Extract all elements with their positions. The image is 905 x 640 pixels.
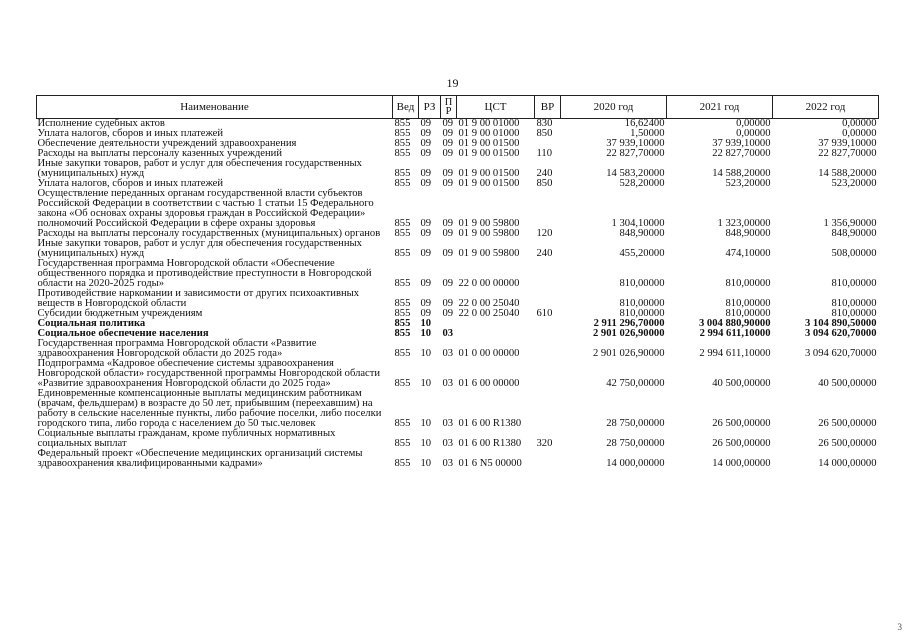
cell-year-2020: 14 000,00000: [606, 458, 665, 469]
cell-year-2021: 3 004 880,90000: [698, 318, 771, 329]
table-body: [37, 119, 879, 470]
cell-year-2022: 3 094 620,70000: [804, 348, 877, 359]
cell-ved: 855: [394, 328, 411, 339]
cell-cst: 01 9 00 01500: [458, 148, 520, 159]
cell-pr: 03: [442, 458, 454, 469]
cell-ved: 855: [394, 308, 411, 319]
budget-table: [36, 95, 879, 469]
cell-year-2021: 0,00000: [736, 118, 771, 129]
cell-year-2020: 2 911 296,70000: [593, 318, 665, 329]
cell-vr: 120: [536, 228, 553, 239]
cell-year-2020: 1,50000: [630, 128, 665, 139]
cell-rz: 10: [420, 318, 432, 329]
cell-cst: 01 0 00 00000: [458, 348, 520, 359]
cell-year-2020: 810,00000: [619, 298, 665, 309]
cell-rz: 10: [420, 348, 432, 359]
cell-cst: 01 9 00 59800: [458, 248, 520, 259]
cell-rz: 09: [420, 218, 432, 229]
cell-pr: 09: [442, 218, 454, 229]
table-row: [37, 359, 879, 389]
header-2022: 2022 год: [773, 96, 879, 119]
cell-year-2020: 2 901 026,90000: [592, 348, 665, 359]
cell-year-2020: 2 901 026,90000: [592, 328, 665, 339]
cell-name: Социальная политика: [37, 318, 146, 329]
cell-name: Субсидии бюджетным учреждениям: [37, 308, 203, 319]
cell-pr: 03: [442, 418, 454, 429]
cell-year-2021: 2 994 611,10000: [699, 348, 771, 359]
cell-year-2022: 810,00000: [831, 308, 877, 319]
cell-pr: 03: [442, 438, 454, 449]
cell-name: Социальное обеспечение населения: [37, 328, 209, 339]
cell-name: Иные закупки товаров, работ и услуг для обеспечения государственных (муниципальных) нужд: [37, 238, 362, 259]
cell-year-2021: 37 939,10000: [712, 138, 771, 149]
cell-year-2020: 455,20000: [619, 248, 665, 259]
cell-name: Противодействие наркомании и зависимости от других психоактивных веществ в Новгородской области: [37, 288, 360, 309]
cell-name: Уплата налогов, сборов и иных платежей: [37, 128, 224, 139]
cell-pr: 03: [442, 328, 454, 339]
cell-ved: 855: [394, 168, 411, 179]
cell-year-2022: 37 939,10000: [818, 138, 877, 149]
cell-year-2020: 810,00000: [619, 308, 665, 319]
cell-year-2020: 28 750,00000: [606, 418, 665, 429]
cell-ved: 855: [394, 418, 411, 429]
cell-name: Государственная программа Новгородской области «Обеспечение общественного порядка и противодействие преступности в Новгородской области на 2020-2025 годы»: [37, 258, 372, 289]
cell-year-2020: 22 827,70000: [606, 148, 665, 159]
cell-vr: [535, 359, 561, 389]
cell-cst: 01 9 00 01000: [458, 118, 520, 129]
cell-cst: 01 6 00 00000: [458, 378, 520, 389]
table-row: [37, 159, 879, 179]
cell-year-2022: 0,00000: [842, 118, 877, 129]
cell-vr: [535, 339, 561, 359]
header-2020: 2020 год: [561, 96, 667, 119]
cell-year-2021: 2 994 611,10000: [699, 328, 771, 339]
cell-cst: [457, 329, 535, 339]
cell-pr: 09: [442, 168, 454, 179]
cell-year-2022: 40 500,00000: [818, 378, 877, 389]
cell-name: Федеральный проект «Обеспечение медицинских организаций системы здравоохранения квалифицированными кадрами»: [37, 448, 363, 469]
cell-pr: 09: [442, 248, 454, 259]
cell-year-2021: 26 500,00000: [712, 438, 771, 449]
cell-year-2022: 810,00000: [831, 298, 877, 309]
cell-year-2021: 14 000,00000: [712, 458, 771, 469]
cell-year-2020: 16,62400: [624, 118, 665, 129]
cell-rz: 09: [420, 308, 432, 319]
cell-year-2020: 37 939,10000: [606, 138, 665, 149]
header-ved: Вед: [393, 96, 419, 119]
cell-cst: 01 9 00 59800: [458, 218, 520, 229]
cell-rz: 09: [420, 178, 432, 189]
cell-cst: 01 9 00 01500: [458, 168, 520, 179]
cell-rz: 09: [420, 278, 432, 289]
cell-year-2022: 14 588,20000: [818, 168, 877, 179]
cell-year-2022: 0,00000: [842, 128, 877, 139]
cell-ved: 855: [394, 348, 411, 359]
cell-rz: 09: [420, 128, 432, 139]
cell-year-2020: 28 750,00000: [606, 438, 665, 449]
cell-pr: 09: [442, 178, 454, 189]
cell-ved: 855: [394, 228, 411, 239]
cell-vr: 240: [536, 248, 553, 259]
cell-vr: 610: [536, 308, 553, 319]
cell-vr: 850: [536, 178, 553, 189]
header-pr-bottom: Р: [445, 106, 452, 117]
cell-ved: 855: [394, 118, 411, 129]
cell-vr: 320: [536, 438, 553, 449]
cell-pr: 09: [442, 138, 454, 149]
header-2021: 2021 год: [667, 96, 773, 119]
cell-year-2022: 3 094 620,70000: [804, 328, 877, 339]
cell-rz: 09: [420, 118, 432, 129]
cell-year-2022: 848,90000: [831, 228, 877, 239]
cell-vr: [535, 259, 561, 289]
cell-rz: 10: [420, 328, 432, 339]
cell-name: Исполнение судебных актов: [37, 118, 165, 129]
cell-rz: 10: [420, 458, 432, 469]
cell-year-2021: 1 323,00000: [717, 218, 771, 229]
cell-rz: 09: [420, 298, 432, 309]
header-pr: [441, 96, 457, 119]
header-cst: ЦСТ: [457, 96, 535, 119]
cell-ved: 855: [394, 178, 411, 189]
cell-cst: 01 9 00 01000: [458, 128, 520, 139]
cell-vr: [535, 329, 561, 339]
cell-year-2022: 1 356,90000: [823, 218, 877, 229]
cell-year-2022: 26 500,00000: [818, 418, 877, 429]
cell-vr: [535, 189, 561, 229]
cell-pr: 09: [442, 148, 454, 159]
cell-name: Подпрограмма «Кадровое обеспечение системы здравоохранения Новгородской области» государственной программы Новгородской области «Развитие здравоохранения Новгородской области до 2025 года»: [37, 358, 381, 389]
cell-vr: [535, 319, 561, 329]
cell-rz: 10: [420, 378, 432, 389]
cell-cst: 01 6 00 R1380: [458, 438, 522, 449]
cell-year-2020: 810,00000: [619, 278, 665, 289]
cell-rz: 10: [420, 438, 432, 449]
cell-name: Иные закупки товаров, работ и услуг для обеспечения государственных (муниципальных) нужд: [37, 158, 362, 179]
cell-year-2020: 528,20000: [619, 178, 665, 189]
cell-pr: 09: [442, 308, 454, 319]
cell-ved: 855: [394, 248, 411, 259]
cell-name: Осуществление переданных органам государственной власти субъектов Российской Федерации в соответствии с частью 1 статьи 15 Федерального закона «Об основах охраны здоровья граждан в Российской Федерации» полномочий Российской Федерации в сфере охраны здоровья: [37, 188, 374, 229]
cell-pr: 09: [442, 118, 454, 129]
cell-name: Социальные выплаты гражданам, кроме публичных нормативных социальных выплат: [37, 428, 336, 449]
cell-ved: 855: [394, 218, 411, 229]
cell-name: Расходы на выплаты персоналу государственных (муниципальных) органов: [37, 228, 381, 239]
cell-vr: [535, 449, 561, 469]
cell-year-2022: 26 500,00000: [818, 438, 877, 449]
cell-year-2022: 14 000,00000: [818, 458, 877, 469]
cell-year-2021: 474,10000: [725, 248, 771, 259]
cell-year-2020: 14 583,20000: [606, 168, 665, 179]
cell-ved: 855: [394, 438, 411, 449]
cell-year-2021: 40 500,00000: [712, 378, 771, 389]
cell-vr: 850: [536, 128, 553, 139]
cell-ved: 855: [394, 128, 411, 139]
cell-cst: 22 0 00 25040: [458, 298, 520, 309]
page-number: 19: [446, 76, 459, 90]
cell-ved: 855: [394, 138, 411, 149]
cell-name: Единовременные компенсационные выплаты медицинским работникам (врачам, фельдшерам) в возрасте до 50 лет, прибывшим (переехавшим) на работу в сельские населенные пункты, либо рабочие поселки, либо поселки городского типа, либо города с населением до 50 тыс.человек: [37, 388, 382, 429]
cell-rz: 09: [420, 248, 432, 259]
cell-year-2021: 810,00000: [725, 308, 771, 319]
cell-vr: 110: [536, 148, 552, 159]
cell-year-2020: 42 750,00000: [606, 378, 665, 389]
cell-cst: 22 0 00 25040: [458, 308, 520, 319]
cell-year-2020: 1 304,10000: [611, 218, 665, 229]
cell-rz: 10: [420, 418, 432, 429]
cell-year-2022: 508,00000: [831, 248, 877, 259]
cell-year-2022: 22 827,70000: [818, 148, 877, 159]
side-mark: 3: [897, 622, 902, 632]
cell-vr: [535, 389, 561, 429]
cell-ved: 855: [394, 318, 411, 329]
cell-year-2021: 848,90000: [725, 228, 771, 239]
header-vr: ВР: [535, 96, 561, 119]
cell-rz: 09: [420, 138, 432, 149]
cell-vr: 240: [536, 168, 553, 179]
cell-year-2021: 810,00000: [725, 278, 771, 289]
cell-year-2021: 0,00000: [736, 128, 771, 139]
cell-name: Расходы на выплаты персоналу казенных учреждений: [37, 148, 282, 159]
cell-year-2021: 26 500,00000: [712, 418, 771, 429]
table-header-row: [37, 96, 879, 119]
cell-pr: 09: [442, 228, 454, 239]
table-row: [37, 339, 879, 359]
cell-year-2021: 14 588,20000: [712, 168, 771, 179]
cell-name: Обеспечение деятельности учреждений здравоохранения: [37, 138, 297, 149]
cell-cst: 01 6 N5 00000: [458, 458, 522, 469]
cell-year-2021: 22 827,70000: [712, 148, 771, 159]
cell-pr: 03: [442, 348, 454, 359]
cell-pr: 09: [442, 128, 454, 139]
cell-ved: 855: [394, 148, 411, 159]
cell-name: Государственная программа Новгородской области «Развитие здравоохранения Новгородской области до 2025 года»: [37, 338, 317, 359]
cell-year-2021: 523,20000: [725, 178, 771, 189]
cell-pr: 09: [442, 278, 454, 289]
cell-cst: [457, 319, 535, 329]
cell-rz: 09: [420, 148, 432, 159]
cell-cst: 01 9 00 59800: [458, 228, 520, 239]
cell-year-2022: 3 104 890,50000: [804, 318, 877, 329]
cell-year-2021: 810,00000: [725, 298, 771, 309]
header-pr-top: П: [444, 97, 453, 108]
table-row: [37, 389, 879, 429]
header-rz: РЗ: [419, 96, 441, 119]
cell-rz: 09: [420, 168, 432, 179]
table-row: [37, 239, 879, 259]
cell-pr: 09: [442, 298, 454, 309]
cell-pr: 03: [442, 378, 454, 389]
table-row: [37, 189, 879, 229]
header-name: Наименование: [37, 96, 393, 119]
cell-ved: 855: [394, 298, 411, 309]
cell-year-2022: 523,20000: [831, 178, 877, 189]
cell-cst: 01 9 00 01500: [458, 178, 520, 189]
cell-year-2020: 848,90000: [619, 228, 665, 239]
table-row: [37, 289, 879, 309]
cell-cst: 22 0 00 00000: [458, 278, 520, 289]
table-row: [37, 449, 879, 469]
table-row: [37, 259, 879, 289]
cell-rz: 09: [420, 228, 432, 239]
cell-year-2022: 810,00000: [831, 278, 877, 289]
cell-vr: [535, 289, 561, 309]
cell-cst: 01 6 00 R1380: [458, 418, 522, 429]
cell-vr: 830: [536, 118, 553, 129]
cell-ved: 855: [394, 278, 411, 289]
cell-name: Уплата налогов, сборов и иных платежей: [37, 178, 224, 189]
table-row: [37, 429, 879, 449]
cell-ved: 855: [394, 458, 411, 469]
cell-ved: 855: [394, 378, 411, 389]
cell-cst: 01 9 00 01500: [458, 138, 520, 149]
